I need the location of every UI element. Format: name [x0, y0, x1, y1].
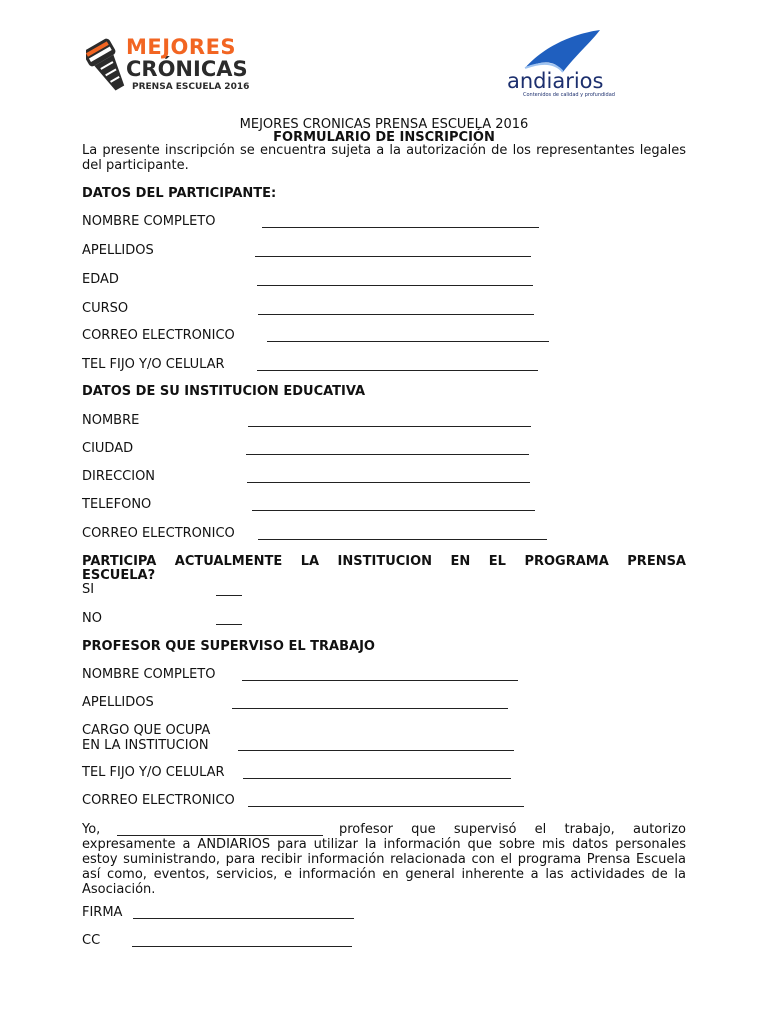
authorization-yo: Yo, [82, 822, 101, 837]
firma-label: FIRMA [82, 905, 123, 920]
wave-icon [505, 30, 630, 74]
program-no-line[interactable] [216, 624, 242, 625]
authorization-paragraph: expresamente a ANDIARIOS para utilizar la información que sobre mis datos personales estoy suministrando, para recibir información relacionada con el programa Prensa Escuela así como, eventos, servicios, e información en general inherente a las actividades de la Asociación. [82, 837, 686, 897]
firma-line[interactable] [133, 918, 354, 919]
logo-line-mejores: MEJORES [126, 35, 237, 59]
form-title: MEJORES CRONICAS PRENSA ESCUELA 2016 [239, 117, 529, 132]
participant-heading: DATOS DEL PARTICIPANTE: [82, 186, 277, 201]
institution-direccion-label: DIRECCION [82, 469, 156, 484]
participant-edad-label: EDAD [82, 272, 119, 287]
mejores-cronicas-logo [86, 36, 256, 100]
participant-apellidos-line[interactable] [255, 256, 531, 257]
teacher-cargo-label: CARGO QUE OCUPA [82, 723, 211, 738]
intro-paragraph: La presente inscripción se encuentra sujeta a la autorización de los representantes legales del participante. [82, 143, 686, 173]
participant-tel-label: TEL FIJO Y/O CELULAR [82, 357, 225, 372]
logo-line-cronicas: CRÓNICAS [126, 57, 248, 81]
program-yes-line[interactable] [216, 595, 242, 596]
institution-heading: DATOS DE SU INSTITUCION EDUCATIVA [82, 384, 366, 399]
participant-tel-line[interactable] [257, 370, 538, 371]
participant-correo-line[interactable] [267, 341, 549, 342]
participant-curso-label: CURSO [82, 301, 129, 316]
participant-curso-line[interactable] [258, 314, 534, 315]
teacher-correo-label: CORREO ELECTRONICO [82, 793, 235, 808]
participant-apellidos-label: APELLIDOS [82, 243, 154, 258]
cc-label: CC [82, 933, 101, 948]
institution-correo-label: CORREO ELECTRONICO [82, 526, 235, 541]
andiarios-tagline: Contenidos de calidad y profundidad [523, 92, 615, 98]
institution-telefono-label: TELEFONO [82, 497, 152, 512]
teacher-apellidos-label: APELLIDOS [82, 695, 154, 710]
institution-ciudad-line[interactable] [246, 454, 529, 455]
participant-nombre-label: NOMBRE COMPLETO [82, 214, 216, 229]
authorization-name-line[interactable] [117, 835, 323, 836]
cc-line[interactable] [132, 946, 352, 947]
teacher-apellidos-line[interactable] [232, 708, 508, 709]
teacher-tel-label: TEL FIJO Y/O CELULAR [82, 765, 225, 780]
institution-ciudad-label: CIUDAD [82, 441, 134, 456]
institution-telefono-line[interactable] [252, 510, 535, 511]
institution-nombre-label: NOMBRE [82, 413, 140, 428]
teacher-cargo-line[interactable] [238, 750, 514, 751]
teacher-nombre-label: NOMBRE COMPLETO [82, 667, 216, 682]
program-yes-label: SI [82, 582, 95, 597]
logo-line-prensa: PRENSA ESCUELA 2016 [132, 82, 250, 92]
program-no-label: NO [82, 611, 102, 626]
participant-nombre-line[interactable] [262, 227, 539, 228]
teacher-correo-line[interactable] [248, 806, 524, 807]
institution-correo-line[interactable] [258, 539, 547, 540]
teacher-institucion-label: EN LA INSTITUCION [82, 738, 209, 753]
institution-direccion-line[interactable] [247, 482, 530, 483]
teacher-heading: PROFESOR QUE SUPERVISO EL TRABAJO [82, 639, 375, 654]
program-question-line1: PARTICIPA ACTUALMENTE LA INSTITUCION EN EL PROGRAMA PRENSA [82, 554, 686, 569]
authorization-first-line: profesor que supervisó el trabajo, autorizo [339, 822, 686, 837]
teacher-tel-line[interactable] [243, 778, 511, 779]
participant-correo-label: CORREO ELECTRONICO [82, 328, 235, 343]
andiarios-logo [505, 30, 630, 102]
form-subtitle: FORMULARIO DE INSCRIPCIÓN [273, 130, 495, 145]
andiarios-name: andiarios [507, 69, 604, 93]
institution-nombre-line[interactable] [248, 426, 531, 427]
program-question-line2: ESCUELA? [82, 568, 156, 583]
participant-edad-line[interactable] [257, 285, 533, 286]
teacher-nombre-line[interactable] [242, 680, 518, 681]
